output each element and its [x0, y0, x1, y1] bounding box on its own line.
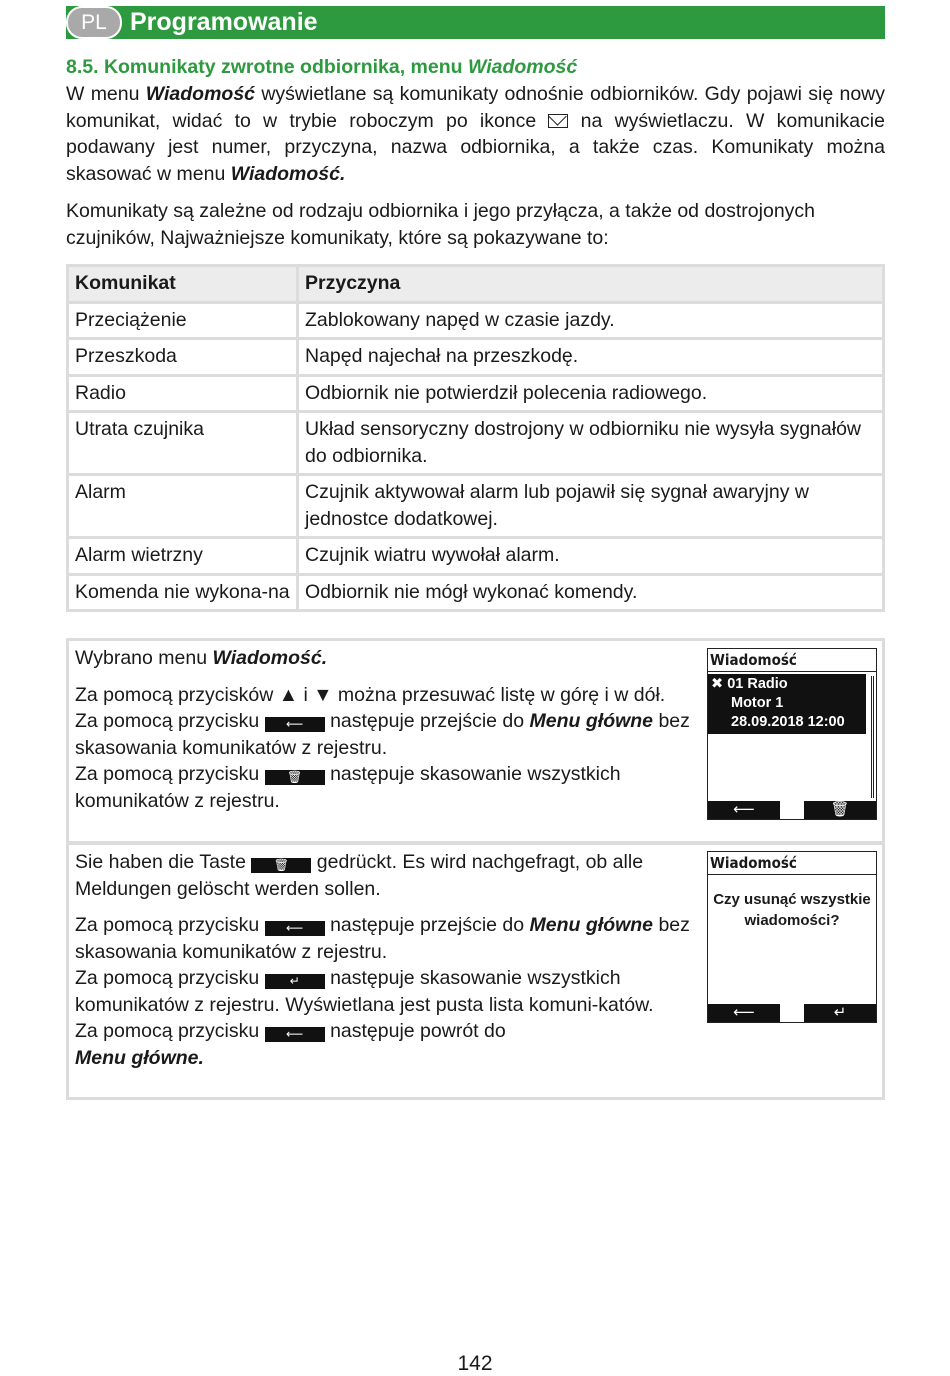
lcd-title: Wiadomość [708, 852, 876, 875]
back-key-icon: ⟵ [265, 717, 325, 732]
section-title-italic: Wiadomość [467, 56, 578, 78]
lcd-question-line: wiadomości? [744, 912, 840, 929]
back-softkey-icon: ⟵ [708, 801, 780, 819]
text: następuje skasowanie wszystkich komunikatów z rejestru. [75, 763, 621, 812]
lcd-softkey-bar [708, 1004, 876, 1022]
table-cell: Odbiornik nie mógł wykonać komendy. [298, 574, 884, 611]
chapter-title: Programowanie [130, 8, 318, 36]
text-emphasis: Menu główne. [75, 1046, 204, 1069]
back-key-icon: ⟵ [265, 921, 325, 936]
enter-key-icon: ↵ [265, 974, 325, 989]
text: Sie haben die Taste [75, 851, 252, 873]
table-cell: Układ sensoryczny dostrojony w odbiorniku nie wysyła sygnałów do odbiornika. [298, 412, 884, 475]
table-cell: Alarm [68, 475, 298, 538]
text: Za pomocą przycisku [75, 914, 265, 936]
language-badge: PL [66, 6, 122, 39]
error-x-icon: ✖ [711, 676, 724, 692]
table-cell: Przeszkoda [68, 339, 298, 376]
trash-key-icon: 🗑 [265, 770, 325, 785]
table-cell: Przeciążenie [68, 302, 298, 339]
instruction-text-2 [75, 849, 695, 1071]
messages-table [66, 264, 885, 612]
table-cell: Czujnik aktywował alarm lub pojawił się sygnał awaryjny w jednostce dodatkowej. [298, 475, 884, 538]
table-header-row [68, 266, 884, 303]
text: następuje powrót do [324, 1020, 506, 1042]
lcd-message-line: 28.09.2018 12:00 [731, 714, 845, 730]
instruction-line [75, 849, 695, 902]
text: bez skasowania komunikatów z rejestru. [75, 710, 690, 759]
p1-text-e: Wiadomość. [230, 162, 346, 185]
lcd-message-line [711, 675, 863, 694]
text: następuje przejście do [324, 914, 530, 936]
text-emphasis: Menu główne [529, 710, 654, 732]
lcd-message-list [707, 648, 877, 820]
table-cell: Radio [68, 375, 298, 412]
text-emphasis: Menu główne [529, 914, 654, 936]
table-row [68, 538, 884, 575]
table-cell: Zablokowany napęd w czasie jazdy. [298, 302, 884, 339]
instruction-line [75, 965, 695, 1018]
p1-text-d: na wyświetlaczu. W komunikacie podawany jest numer, przyczyna, nazwa odbiornika, a także czas. Komunikaty można skasować w menu [66, 109, 885, 185]
table-cell: Odbiornik nie potwierdził polecenia radiowego. [298, 375, 884, 412]
instruction-line [75, 912, 695, 965]
trash-softkey-icon: 🗑 [804, 801, 876, 819]
section-title [66, 56, 577, 79]
table-row [68, 574, 884, 611]
text: Za pomocą przycisku [75, 1020, 265, 1042]
instruction-line [75, 708, 695, 761]
instruction-line: Za pomocą przycisków ▲ i ▼ można przesuwać listę w górę i w dół. [75, 683, 666, 706]
table-header: Przyczyna [298, 266, 884, 303]
table-cell: Komenda nie wykona-na [68, 574, 298, 611]
instruction-box-1 [66, 638, 885, 844]
text: Wybrano menu [75, 647, 213, 669]
enter-softkey-icon: ↵ [804, 1004, 876, 1022]
table-cell: Utrata czujnika [68, 412, 298, 475]
instruction-line [75, 645, 695, 672]
lcd-question-line: Czy usunąć wszystkie [713, 891, 871, 908]
text: Za pomocą przycisku [75, 763, 265, 785]
trash-key-icon: 🗑 [251, 858, 311, 873]
text: gedrückt. Es wird nachgefragt, ob alle Meldungen gelöscht werden sollen. [75, 851, 644, 900]
page-number: 142 [457, 1352, 493, 1375]
table-cell: Alarm wietrzny [68, 538, 298, 575]
instruction-box-2 [66, 842, 885, 1100]
text: Za pomocą przycisku [75, 967, 265, 989]
p1-text-c: wyświetlane są komunikaty odnośnie odbiorników. Gdy pojawi się nowy komunikat, widać to w trybie roboczym po ikonce [66, 83, 885, 132]
lcd-question [708, 889, 876, 931]
table-row [68, 412, 884, 475]
text: bez skasowania komunikatów z rejestru. [75, 914, 690, 963]
lcd-message-line: Motor 1 [731, 695, 784, 711]
instruction-line [75, 761, 695, 814]
table-row [68, 302, 884, 339]
instruction-line [75, 1018, 695, 1071]
p1-text-b: Wiadomość [145, 83, 256, 105]
text: następuje przejście do [324, 710, 530, 732]
intro-paragraph-2: Komunikaty są zależne od rodzaju odbiornika i jego przyłącza, a także od dostrojonych czujników, Najważniejsze komunikaty, które są pokazywane to: [66, 200, 816, 249]
envelope-icon [548, 114, 568, 128]
lcd-text: 01 Radio [727, 676, 788, 692]
p1-text-a: W menu [66, 83, 146, 105]
table-cell: Czujnik wiatru wywołał alarm. [298, 538, 884, 575]
table-row [68, 375, 884, 412]
table-row [68, 475, 884, 538]
lcd-delete-confirm [707, 851, 877, 1023]
text: następuje skasowanie wszystkich komunikatów z rejestru. Wyświetlana jest pusta lista komuni-katów. [75, 967, 654, 1016]
table-row [68, 339, 884, 376]
text: Za pomocą przycisku [75, 710, 265, 732]
intro-paragraph-1 [66, 81, 885, 187]
text-emphasis: Wiadomość. [212, 647, 328, 669]
instruction-text-1 [75, 645, 695, 814]
lcd-selected-message [708, 674, 866, 734]
table-header: Komunikat [68, 266, 298, 303]
lcd-softkey-bar [708, 801, 876, 819]
back-softkey-icon: ⟵ [708, 1004, 780, 1022]
section-title-text: 8.5. Komunikaty zwrotne odbiornika, menu [66, 56, 468, 78]
back-key-icon: ⟵ [265, 1027, 325, 1042]
table-cell: Napęd najechał na przeszkodę. [298, 339, 884, 376]
lcd-scrollbar [871, 676, 874, 798]
lcd-title: Wiadomość [708, 649, 876, 672]
